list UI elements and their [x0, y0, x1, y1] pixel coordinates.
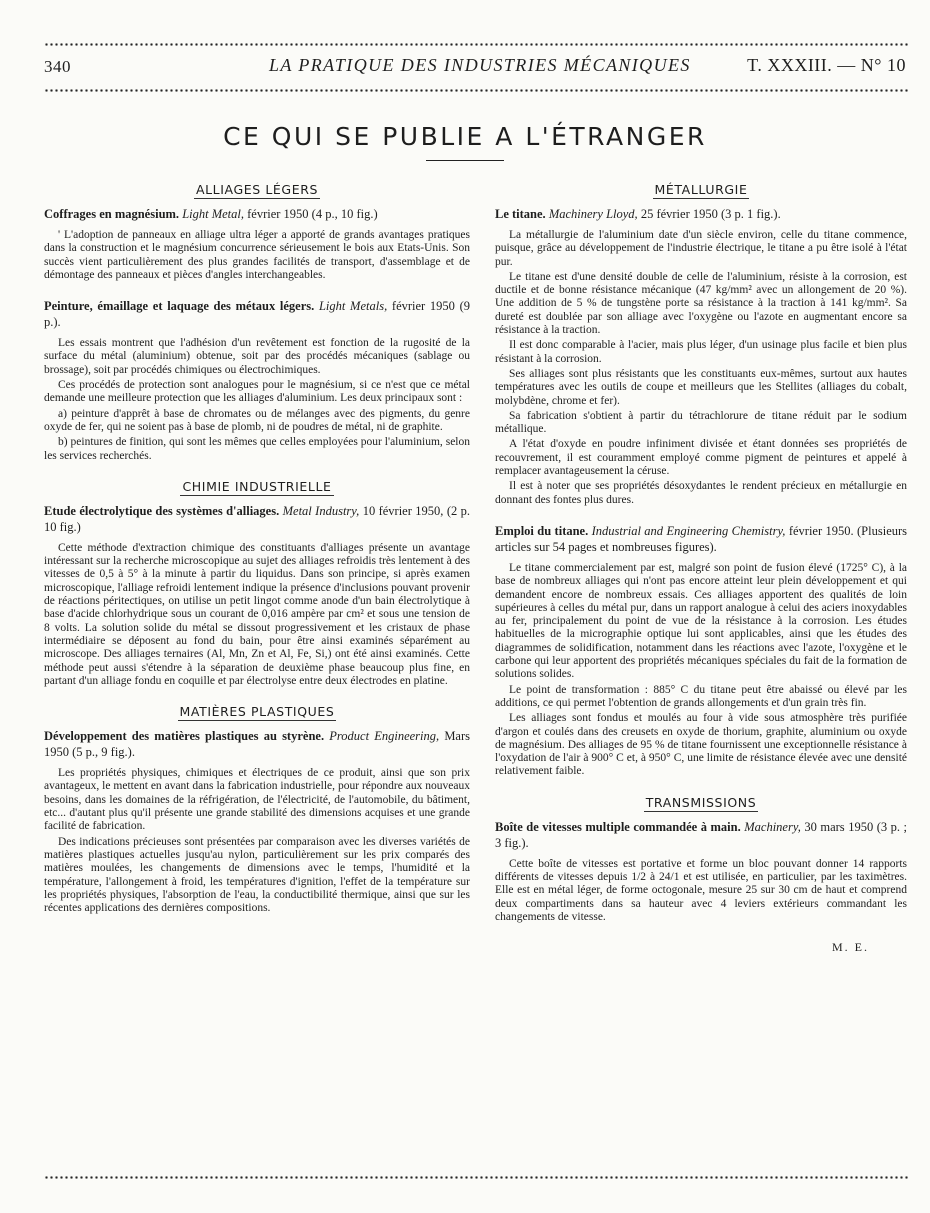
article-title	[44, 206, 470, 222]
section-matieres-plastiques	[44, 704, 470, 915]
article-paragraph: a) peinture d'apprêt à base de chromates ou de mélanges avec des pigments, du genre oxyde de fer, qui ne soient pas à base de plomb, ni de poudres de métal, ni de graphite.	[44, 407, 470, 433]
section-heading: CHIMIE INDUSTRIELLE	[182, 478, 332, 494]
article-reference: février 1950 (4 p., 10 fig.)	[247, 207, 378, 221]
article-paragraph: Les propriétés physiques, chimiques et électriques de ce produit, ainsi que son prix avantageux, le mettent en avant dans la fabrication industrielle, pour répondre aux nouveaux besoins, dans les domaines de la réfrigération, de l'électricité, de l'automobile, du bâtiment, etc... d'autant plus qu'il présente une grande stabilité des dimensions acquises et une grande facilité de fabrication.	[44, 767, 470, 833]
article-source: Light Metals,	[318, 299, 388, 314]
article-paragraph: Le titane est d'une densité double de celle de l'aluminium, résiste à la corrosion, est ductile et de bonne résistance mécanique (47 kg/mm² avec un allongement de 20 %). Une addition de 5 % de tungstène porte sa résistance à la traction à 141 kg/mm². Sa dureté est doublée par son alliage avec l'oxygène ou l'azote en augmentant encore sa résistance à la traction.	[495, 270, 907, 337]
author-signature: M. E.	[832, 940, 869, 955]
article-reference: février 1950 (9 p.).	[44, 299, 471, 330]
article-paragraph: Ses alliages sont plus résistants que les constituants eux-mêmes, surtout aux hautes températures avec les outils de coupe et meilleurs que les Stellites (alliages du cobalt, molybdène, chrome et fer).	[495, 367, 907, 407]
article-paragraph: Le titane commercialement par est, malgré son point de fusion élevé (1725° C), à la base de nombreux alliages qui n'ont pas encore atteint leur plein développement et qui demandent encore de nombreux essais. Ces alliages apportent des qualités de loin supérieures à celles du métal pur, dans un rapport analogue à celui des aciers inoxydables au fer, principalement du point de vue de la résistance à la corrosion. Les études habituelles de la micrographie optique lui sont applicables, ainsi que les études des diagrammes de solidification, notamment dans les réactions avec l'azote, l'oxygène et le carbone qui leur apportent des propriétés mécaniques spéciales du fait de la formation de solutions solides.	[495, 561, 907, 681]
article-paragraph: Cette méthode d'extraction chimique des constituants d'alliages présente un avantage intéressant sur la recherche microscopique au sujet des alliages refroidis très lentement à des vitesses de 0,5 à 5° à la minute à partir du liquidus. Dans son principe, si après examen microscopique, l'alliage refroidi lentement indique la présence d'inclusions pouvant provenir de réactions péritectiques, on utilise un petit lingot comme anode d'un bain électrolytique à base d'acide chlorhydrique sous un courant de 0,016 ampère par cm² et sous une tension de 8 volts. La solution solide du métal se dissout progressivement et les cristaux de phase intermédiaire se déposent au fond du bain, pour être ainsi examinés séparément au microscope. Des alliages ternaires (Al, Mn, Zn et Al, Fe, Si,) ont été ainsi examinés. Cette méthode peut aussi s'étendre à la séparation de deuxième phase beaucoup plus fine, en partant d'un alliage fondu en coquille et par électrolyse entre deux électrodes en platine.	[44, 541, 470, 687]
header-dotted-rule-bottom	[44, 89, 908, 92]
article-reference: 10 février 1950, (2 p. 10 fig.)	[44, 503, 470, 534]
article-paragraph: Les essais montrent que l'adhésion d'un revêtement est fonction de la rugosité de la surface du métal (aluminium) obtenue, soit par des procédés mécaniques (sablage ou brossage), soit par procédés chimiques ou électrochimiques.	[44, 337, 470, 376]
article-title	[44, 298, 470, 330]
article-paragraph: Le point de transformation : 885° C du titane peut être abaissé ou élevé par les additions, ce qui permet l'obtention de grands allongements et d'un grain très fin.	[495, 683, 907, 709]
article-reference: Mars 1950 (5 p., 9 fig.).	[44, 729, 471, 760]
article-paragraph: Il est à noter que ses propriétés désoxydantes le rendent précieux en métallurgie en donnant des fontes plus dures.	[495, 480, 907, 506]
journal-title: LA PRATIQUE DES INDUSTRIES MÉCANIQUES	[269, 55, 691, 75]
running-header	[44, 55, 906, 81]
article-source: Machinery,	[744, 819, 801, 834]
section-heading: MATIÈRES PLASTIQUES	[179, 704, 335, 720]
article-title	[44, 503, 470, 535]
title-underline	[426, 160, 504, 161]
article-paragraph: Des indications précieuses sont présentées par comparaison avec les diverses variétés de matières plastiques actuelles jusqu'au nylon, particulièrement sur les prix comparés des matières moulées, les changements de dimensions avec le temps, l'humidité et la température, l'allongement à froid, les températures d'ignition, l'effet de la température sur les propriétés physiques, l'absorption de l'eau, la conductibilité thermique, ainsi que sur les récentes applications des dernières compositions.	[44, 835, 470, 915]
article-paragraph: Cette boîte de vitesses est portative et forme un bloc pouvant donner 14 rapports différents de vitesses depuis 1/2 à 24/1 et est utilisée, en particulier, par les taximètres. Elle est en métal léger, de forme octogonale, mesure 25 sur 30 cm de haut et comprend deux compartiments dans sa hauteur avec 4 leviers extérieurs commandant les changements de vitesse.	[495, 857, 907, 923]
page-number: 340	[44, 57, 71, 76]
article-title	[495, 819, 907, 851]
article-paragraph: Sa fabrication s'obtient à partir du tétrachlorure de titane réduit par le sodium métallique.	[495, 409, 907, 436]
article-emploi-du-titane	[495, 523, 907, 779]
article-paragraph: Ces procédés de protection sont analogues pour le magnésium, si ce n'est que ce métal demande une meilleure protection que les alliages d'aluminium. Les deux principaux sont :	[44, 379, 470, 405]
article-headline: Emploi du titane.	[495, 523, 589, 538]
article-headline: Développement des matières plastiques au styrène.	[44, 729, 325, 744]
volume-number: T. XXXIII. — N° 10	[747, 55, 906, 75]
article-source: Product Engineering,	[329, 729, 440, 744]
footer-dotted-rule	[44, 1176, 908, 1179]
article-paragraph: La métallurgie de l'aluminium date d'un siècle environ, celle du titane commence, puisque, grâce au développement de l'industrie électrique, le titane a pu être isolé à l'état pur.	[495, 229, 907, 268]
article-headline: Boîte de vitesses multiple commandée à main.	[495, 819, 741, 834]
article-paragraph: A l'état d'oxyde en poudre infiniment divisée et étant données ses propriétés de recouvrement, il est couramment employé comme pigment de peintures et appelé à remplacer avantageusement la céruse.	[495, 438, 907, 478]
article-styrene	[44, 728, 470, 915]
header-dotted-rule-top	[44, 43, 908, 46]
article-title	[495, 206, 907, 222]
article-headline: Le titane.	[495, 207, 546, 221]
article-paragraph: Les alliages sont fondus et moulés au four à vide sous atmosphère très purifiée d'argon et coulés dans des creusets en oxyde de thorium, graphite, aluminium ou oxyde de magnésium. Des alliages de 95 % de titane fournissent une exceptionnelle résistance à l'oxydation de l'air à 900° C et, à 950° C, une limite de résistance élevée avec une densité relativement faible.	[495, 712, 907, 778]
article-headline: Coffrages en magnésium.	[44, 207, 180, 221]
section-transmissions	[495, 795, 907, 924]
article-source: Light Metal,	[182, 207, 244, 221]
article-paragraph: Il est donc comparable à l'acier, mais plus léger, d'un usinage plus facile et bien plus résistant à la corrosion.	[495, 339, 907, 365]
article-etude-electrolytique	[44, 503, 470, 688]
article-boite-de-vitesses	[495, 819, 907, 924]
article-le-titane	[495, 206, 907, 507]
article-title	[44, 728, 470, 760]
section-heading: TRANSMISSIONS	[645, 794, 757, 810]
article-source: Industrial and Engineering Chemistry,	[591, 523, 786, 538]
article-reference: 25 février 1950 (3 p. 1 fig.).	[640, 207, 781, 221]
section-heading: MÉTALLURGIE	[654, 182, 748, 197]
article-peinture	[44, 298, 470, 463]
article-headline: Peinture, émaillage et laquage des métaux légers.	[44, 299, 315, 314]
article-coffrages	[44, 206, 470, 282]
article-headline: Etude électrolytique des systèmes d'alliages.	[44, 503, 280, 518]
section-chimie-industrielle	[44, 479, 470, 688]
right-column	[495, 182, 907, 955]
article-reference: février 1950. (Plusieurs articles sur 54 pages et nombreuses figures).	[495, 523, 908, 554]
page-title: CE QUI SE PUBLIE A L'ÉTRANGER	[223, 122, 707, 151]
section-metallurgie	[495, 182, 907, 779]
article-reference: 30 mars 1950 (3 p. ; 3 fig.).	[495, 819, 907, 850]
section-heading: ALLIAGES LÉGERS	[195, 182, 319, 197]
article-paragraph: ' L'adoption de panneaux en alliage ultra léger a apporté de grands avantages pratiques dans la construction et le magnésium concurrence sérieusement le bois aux Etats-Unis. Son succès vient particulièrement des plus grandes facilités de transport, d'assemblage et de démontage des panneaux et pièces d'angles interchangeables.	[44, 229, 470, 281]
article-paragraph: b) peintures de finition, qui sont les mêmes que celles employées pour l'aluminium, selon les services recherchés.	[44, 436, 470, 462]
left-column	[44, 182, 470, 931]
section-alliages-legers	[44, 182, 470, 463]
article-title	[495, 523, 907, 555]
article-source: Machinery Lloyd,	[548, 207, 638, 221]
article-source: Metal Industry,	[282, 503, 360, 518]
